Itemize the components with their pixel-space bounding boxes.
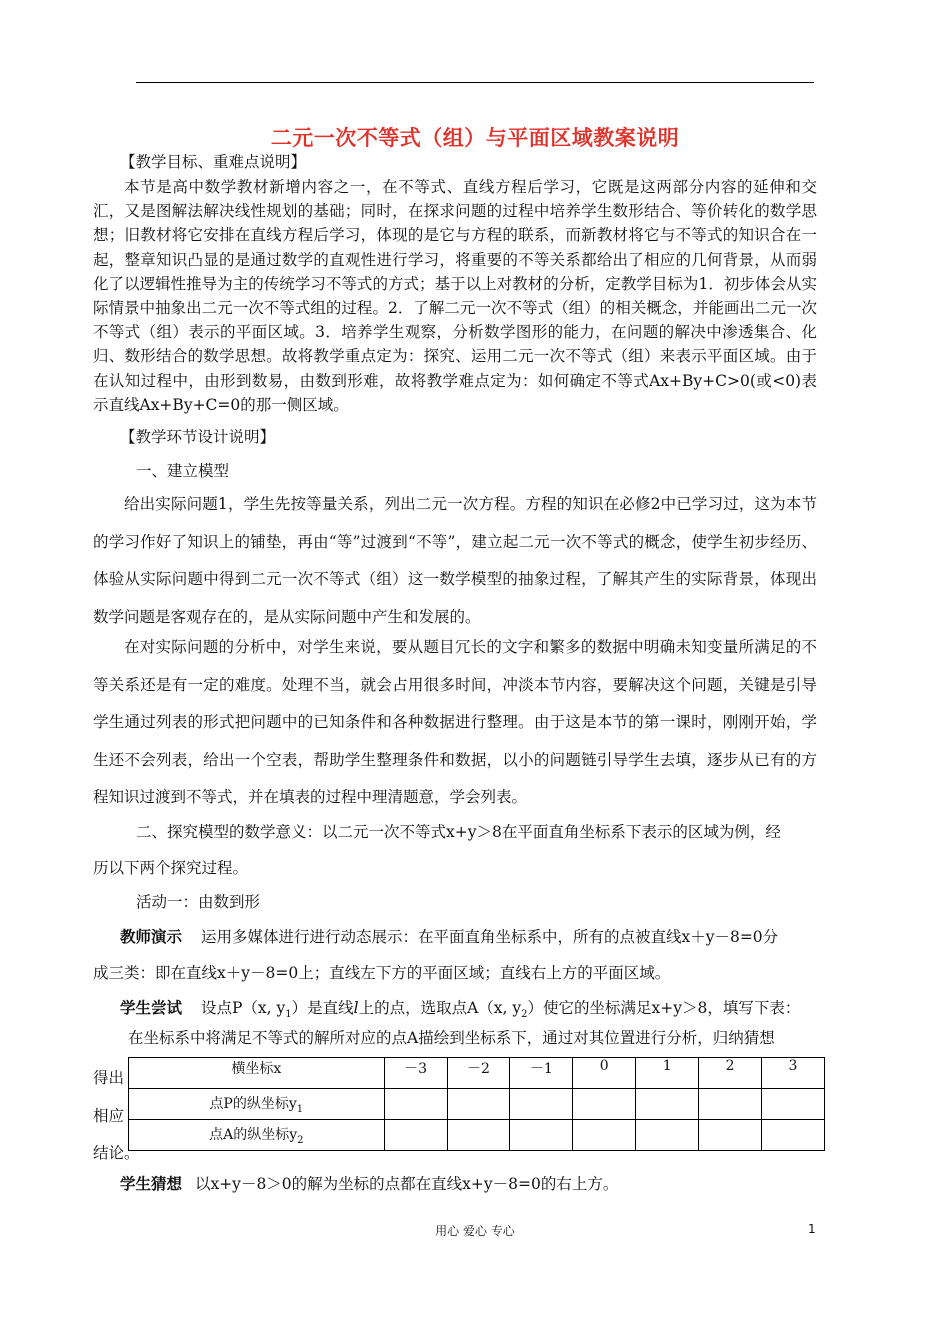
row-p-label: 点P的纵坐标$y_1$ xyxy=(129,1089,385,1120)
table-cell xyxy=(762,1089,825,1120)
student-try-line: 学生尝试 设点P（x, $y_1$）是直线l上的点，选取点A（x, $y_2$）使它的坐标满足x+y＞8，填写下表： xyxy=(120,999,801,1021)
student-guess-line xyxy=(120,1172,618,1194)
x-value: 3 xyxy=(762,1058,825,1089)
table-cell xyxy=(573,1120,636,1151)
section2-heading: 【教学环节设计说明】 xyxy=(120,428,276,446)
table-cell xyxy=(384,1120,447,1151)
x-value: 1 xyxy=(636,1058,699,1089)
part2-line-1: 二、探究模型的数学意义：以二元一次不等式x+y＞8在平面直角坐标系下表示的区域为例，经 xyxy=(136,823,781,841)
part1-paragraph-2: 在对实际问题的分析中，对学生来说，要从题目冗长的文字和繁多的数据中明确未知变量所满足的不等关系还是有一定的难度。处理不当，就会占用很多时间，冲淡本节内容，要解决这个问题，关键是引导学生通过列表的形式把问题中的已知条件和各种数据进行整理。由于这是本节的第一课时，刚刚开始，学生还不会列表，给出一个空表，帮助学生整理条件和数据，以小的问题链引导学生去填，逐步从已有的方程知识过渡到不等式，并在填表的过程中理清题意，学会列表。 xyxy=(93,638,817,806)
teacher-demo-line-1 xyxy=(120,925,778,947)
table-cell xyxy=(384,1089,447,1120)
x-value: －2 xyxy=(447,1058,510,1089)
table-cell xyxy=(699,1089,762,1120)
side-text-3: 结论。 xyxy=(93,1144,140,1162)
x-value: 2 xyxy=(699,1058,762,1089)
page-number: 1 xyxy=(808,1222,816,1236)
section1-paragraph: 本节是高中数学教材新增内容之一，在不等式、直线方程后学习，它既是这两部分内容的延伸和交汇，又是图解法解决线性规划的基础；同时，在探求问题的过程中培养学生数形结合、等价转化的数学思想；旧教材将它安排在直线方程后学习，体现的是它与方程的联系，而新教材将它与不等式的知识合在一起，整章知识凸显的是通过数学的直观性进行学习，将重要的不等关系都给出了相应的几何背景，从而弱化了以逻辑性推导为主的传统学习不等式的方式；基于以上对教材的分析，定教学目标为1．初步体会从实际情景中抽象出二元一次不等式组的过程。2．了解二元一次不等式（组）的相关概念，并能画出二元一次不等式（组）表示的平面区域。3．培养学生观察，分析数学图形的能力，在问题的解决中渗透集合、化归、数形结合的数学思想。故将教学重点定为：探究、运用二元一次不等式（组）来表示平面区域。由于在认知过程中，由形到数易，由数到形难，故将教学难点定为：如何确定不等式Ax+By+C>0(或<0)表示直线Ax+By+C=0的那一侧区域。 xyxy=(93,178,817,414)
student-guess-text: 以x+y－8＞0的解为坐标的点都在直线x+y－8=0的右上方。 xyxy=(194,1175,619,1193)
side-text-1: 得出 xyxy=(93,1069,125,1087)
student-guess-label: 学生猜想 xyxy=(120,1175,183,1193)
table-cell xyxy=(447,1089,510,1120)
table-cell xyxy=(636,1089,699,1120)
table-cell xyxy=(699,1120,762,1151)
conclusion-line: 在坐标系中将满足不等式的解所对应的点A描绘到坐标系下，通过对其位置进行分析，归纳猜想 xyxy=(128,1029,775,1047)
document-title: 二元一次不等式（组）与平面区域教案说明 xyxy=(270,126,680,150)
table-cell xyxy=(573,1089,636,1120)
table-cell xyxy=(510,1120,573,1151)
table-row xyxy=(129,1120,825,1151)
part1-paragraph-1: 给出实际问题1，学生先按等量关系，列出二元一次方程。方程的知识在必修2中已学习过，这为本节的学习作好了知识上的铺垫，再由“等”过渡到“不等”，建立起二元一次不等式的概念，使学生初步经历、体验从实际问题中得到二元一次不等式（组）这一数学模型的抽象过程，了解其产生的实际背景，体现出数学问题是客观存在的，是从实际问题中产生和发展的。 xyxy=(93,495,817,626)
part2-line-2: 历以下两个探究过程。 xyxy=(93,859,249,877)
x-value: 0 xyxy=(573,1058,636,1089)
coordinate-table xyxy=(128,1057,825,1151)
part1-heading: 一、建立模型 xyxy=(136,462,230,480)
table-cell xyxy=(636,1120,699,1151)
x-value: －3 xyxy=(384,1058,447,1089)
row-a-label: 点A的纵坐标$y_2$ xyxy=(129,1120,385,1151)
table-cell xyxy=(762,1120,825,1151)
table-header-row xyxy=(129,1058,825,1089)
activity-1-heading: 活动一：由数到形 xyxy=(136,893,261,911)
teacher-demo-label: 教师演示 xyxy=(120,928,183,946)
table-row xyxy=(129,1089,825,1120)
student-try-label: 学生尝试 xyxy=(120,999,183,1017)
table-header-label: 横坐标x xyxy=(129,1058,385,1089)
table-cell xyxy=(510,1089,573,1120)
table-cell xyxy=(447,1120,510,1151)
section1-heading: 【教学目标、重难点说明】 xyxy=(120,153,307,171)
x-value: －1 xyxy=(510,1058,573,1089)
page-footer: 用心 爱心 专心 xyxy=(435,1224,515,1238)
header-rule xyxy=(136,82,814,83)
teacher-demo-text-1: 运用多媒体进行进行动态展示：在平面直角坐标系中，所有的点被直线x＋y－8=0分 xyxy=(200,928,779,946)
side-text-2: 相应 xyxy=(93,1107,125,1125)
teacher-demo-line-2: 成三类：即在直线x＋y－8=0上；直线左下方的平面区域；直线右上方的平面区域。 xyxy=(93,964,671,982)
